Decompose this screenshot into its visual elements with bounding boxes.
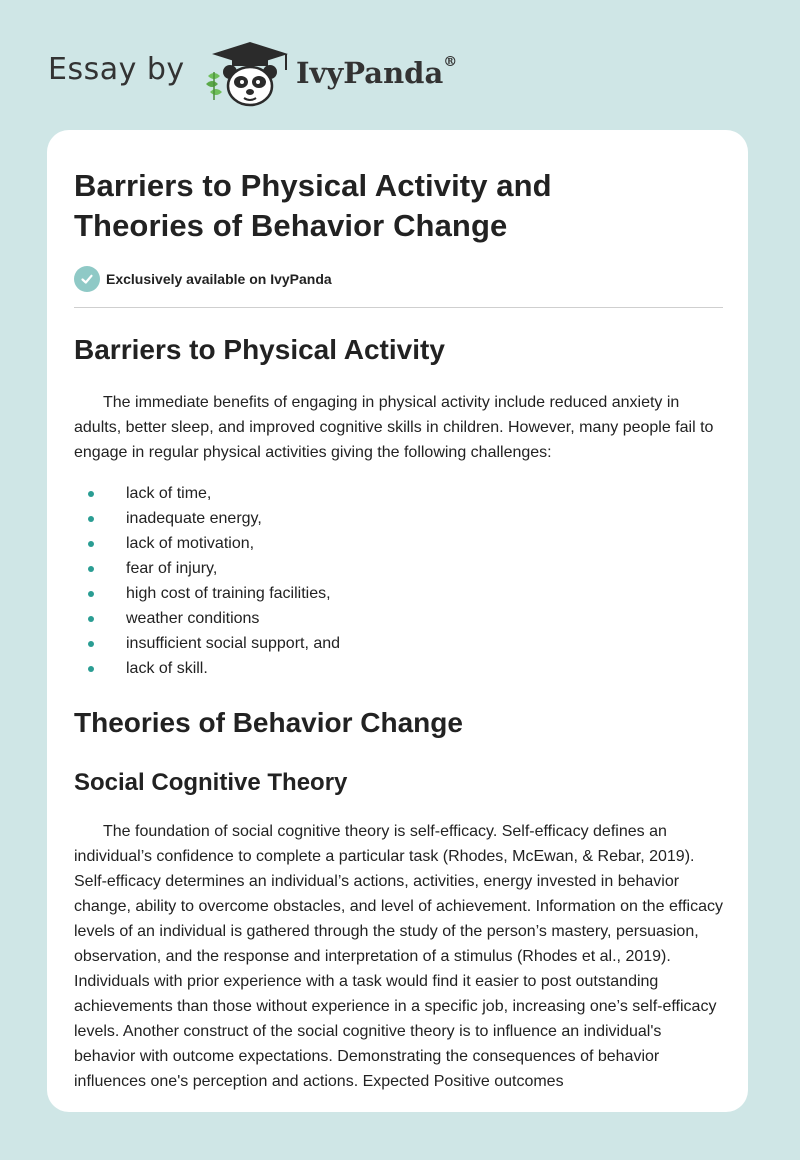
list-item-text: lack of time, xyxy=(126,485,212,502)
barriers-paragraph: The immediate benefits of engaging in physical activity include reduced anxiety in adults, better sleep, and improved cognitive skills in children. However, many people fail to engage in regular physical activities giving the following challenges: xyxy=(74,394,714,461)
title-line-1: Barriers to Physical Activity and xyxy=(74,168,552,203)
brand-name-text: IvyPanda xyxy=(296,56,444,90)
brand-header xyxy=(0,0,800,130)
bullet-icon xyxy=(88,666,94,672)
list-item xyxy=(74,581,723,606)
exclusive-label: Exclusively available on IvyPanda xyxy=(106,271,332,287)
barriers-list xyxy=(74,481,723,681)
list-item-text: lack of motivation, xyxy=(126,535,255,552)
ivy-leaf-icon xyxy=(206,72,222,100)
list-item xyxy=(74,656,723,681)
title-divider xyxy=(74,307,723,308)
essay-content xyxy=(74,166,723,1094)
list-item-text: inadequate energy, xyxy=(126,510,262,527)
exclusive-badge xyxy=(74,266,723,292)
page-title xyxy=(74,166,723,246)
list-item xyxy=(74,631,723,656)
subheading-social-cognitive-theory: Social Cognitive Theory xyxy=(74,769,348,796)
bullet-icon xyxy=(88,516,94,522)
list-item xyxy=(74,481,723,506)
bullet-icon xyxy=(88,491,94,497)
bullet-icon xyxy=(88,566,94,572)
title-line-2: Theories of Behavior Change xyxy=(74,208,508,243)
list-item-text: insufficient social support, and xyxy=(126,635,341,652)
section-heading-barriers: Barriers to Physical Activity xyxy=(74,334,445,365)
check-icon xyxy=(74,266,100,292)
brand-name xyxy=(296,56,457,90)
list-item xyxy=(74,606,723,631)
bullet-icon xyxy=(88,591,94,597)
list-item-text: fear of injury, xyxy=(126,560,218,577)
list-item-text: high cost of training facilities, xyxy=(126,585,331,602)
essay-card xyxy=(47,130,748,1112)
bullet-icon xyxy=(88,641,94,647)
registered-mark: ® xyxy=(443,54,458,70)
bullet-icon xyxy=(88,541,94,547)
social-cognitive-paragraph: The foundation of social cognitive theory is self-efficacy. Self-efficacy defines an individual’s confidence to complete a particular task (Rhodes, McEwan, & Rebar, 2019). Self-efficacy determines an individual’s actions, activities, energy invested in behavior change, ability to overcome obstacles, and level of achievement. Information on the efficacy levels of an individual is gathered through the study of the person’s mastery, persuasion, observation, and the response and interpretation of a stimulus (Rhodes et al., 2019). Individuals with prior experience with a task would find it easier to post outstanding achievements than those without experience in a specific job, increasing one’s self-efficacy levels. Another construct of the social cognitive theory is to influence an individual's behavior with outcome expectations. Demonstrating the consequences of behavior influences one's perception and actions. Expected Positive outcomes xyxy=(74,823,723,1090)
ivypanda-logo-icon[interactable] xyxy=(200,36,292,108)
list-item-text: weather conditions xyxy=(126,610,260,627)
essay-by-label: Essay by xyxy=(48,52,185,87)
list-item xyxy=(74,506,723,531)
list-item xyxy=(74,531,723,556)
bullet-icon xyxy=(88,616,94,622)
list-item xyxy=(74,556,723,581)
section-heading-theories: Theories of Behavior Change xyxy=(74,707,463,738)
list-item-text: lack of skill. xyxy=(126,660,208,677)
